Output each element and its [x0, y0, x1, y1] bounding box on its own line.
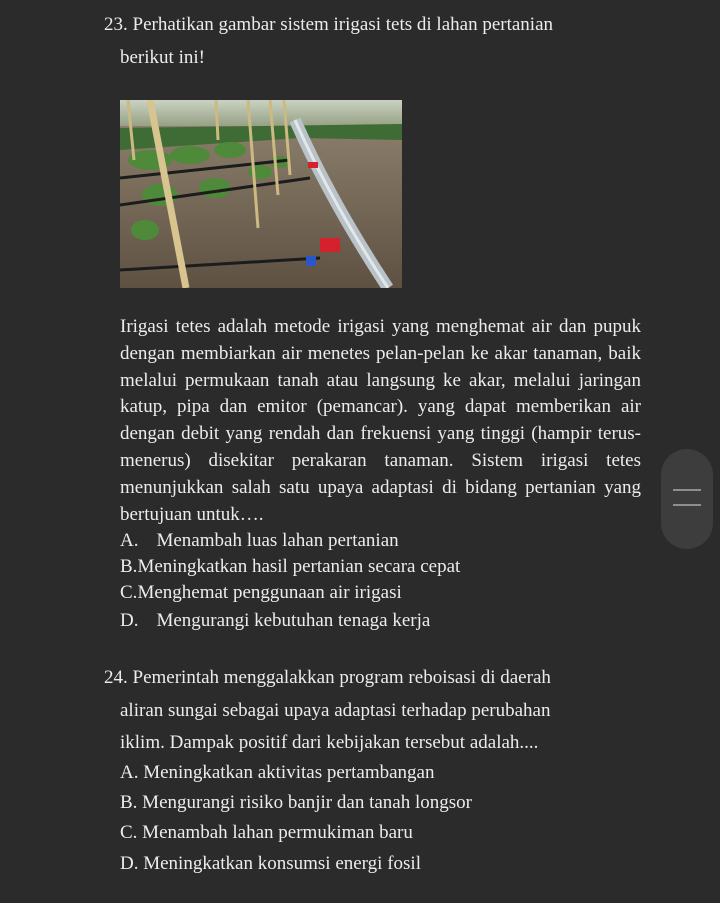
q24-title-line1: 24. Pemerintah menggalakkan program reboisasi di daerah [104, 667, 551, 688]
q23-title-line2: berikut ini! [120, 47, 205, 68]
q24-option-c[interactable]: C. Menambah lahan permukiman baru [120, 822, 413, 843]
q24-option-d[interactable]: D. Meningkatkan konsumsi energi fosil [120, 853, 421, 874]
grip-line-icon [673, 489, 701, 491]
q23-option-c[interactable]: C.Menghemat penggunaan air irigasi [120, 582, 402, 603]
q24-title-line3: iklim. Dampak positif dari kebijakan tersebut adalah.... [120, 732, 539, 753]
q24-title-line2: aliran sungai sebagai upaya adaptasi terhadap perubahan [120, 700, 551, 721]
q23-option-d[interactable]: D. Mengurangi kebutuhan tenaga kerja [120, 610, 431, 631]
q23-option-a[interactable]: A. Menambah luas lahan pertanian [120, 530, 399, 551]
q23-option-b[interactable]: B.Meningkatkan hasil pertanian secara cepat [120, 556, 461, 577]
scroll-handle[interactable] [661, 449, 713, 549]
q24-option-a[interactable]: A. Meningkatkan aktivitas pertambangan [120, 762, 435, 783]
q24-option-b[interactable]: B. Mengurangi risiko banjir dan tanah longsor [120, 792, 472, 813]
drip-irrigation-photo [120, 100, 402, 288]
q23-paragraph: Irigasi tetes adalah metode irigasi yang menghemat air dan pupuk dengan membiarkan air menetes pelan-pelan ke akar tanaman, baik melalui permukaan tanah atau langsung ke akar, melalui jaringan katup, pipa dan emitor (pemancar). yang dapat memberikan air dengan debit yang rendah dan frekuensi yang tinggi (hampir terus-menerus) disekitar perakaran tanaman. Sistem irigasi tetes menunjukkan salah satu upaya adaptasi di bidang pertanian yang bertujuan untuk…. [120, 316, 641, 525]
grip-line-icon [673, 504, 701, 506]
q23-title-line1: 23. Perhatikan gambar sistem irigasi tets di lahan pertanian [104, 14, 554, 35]
